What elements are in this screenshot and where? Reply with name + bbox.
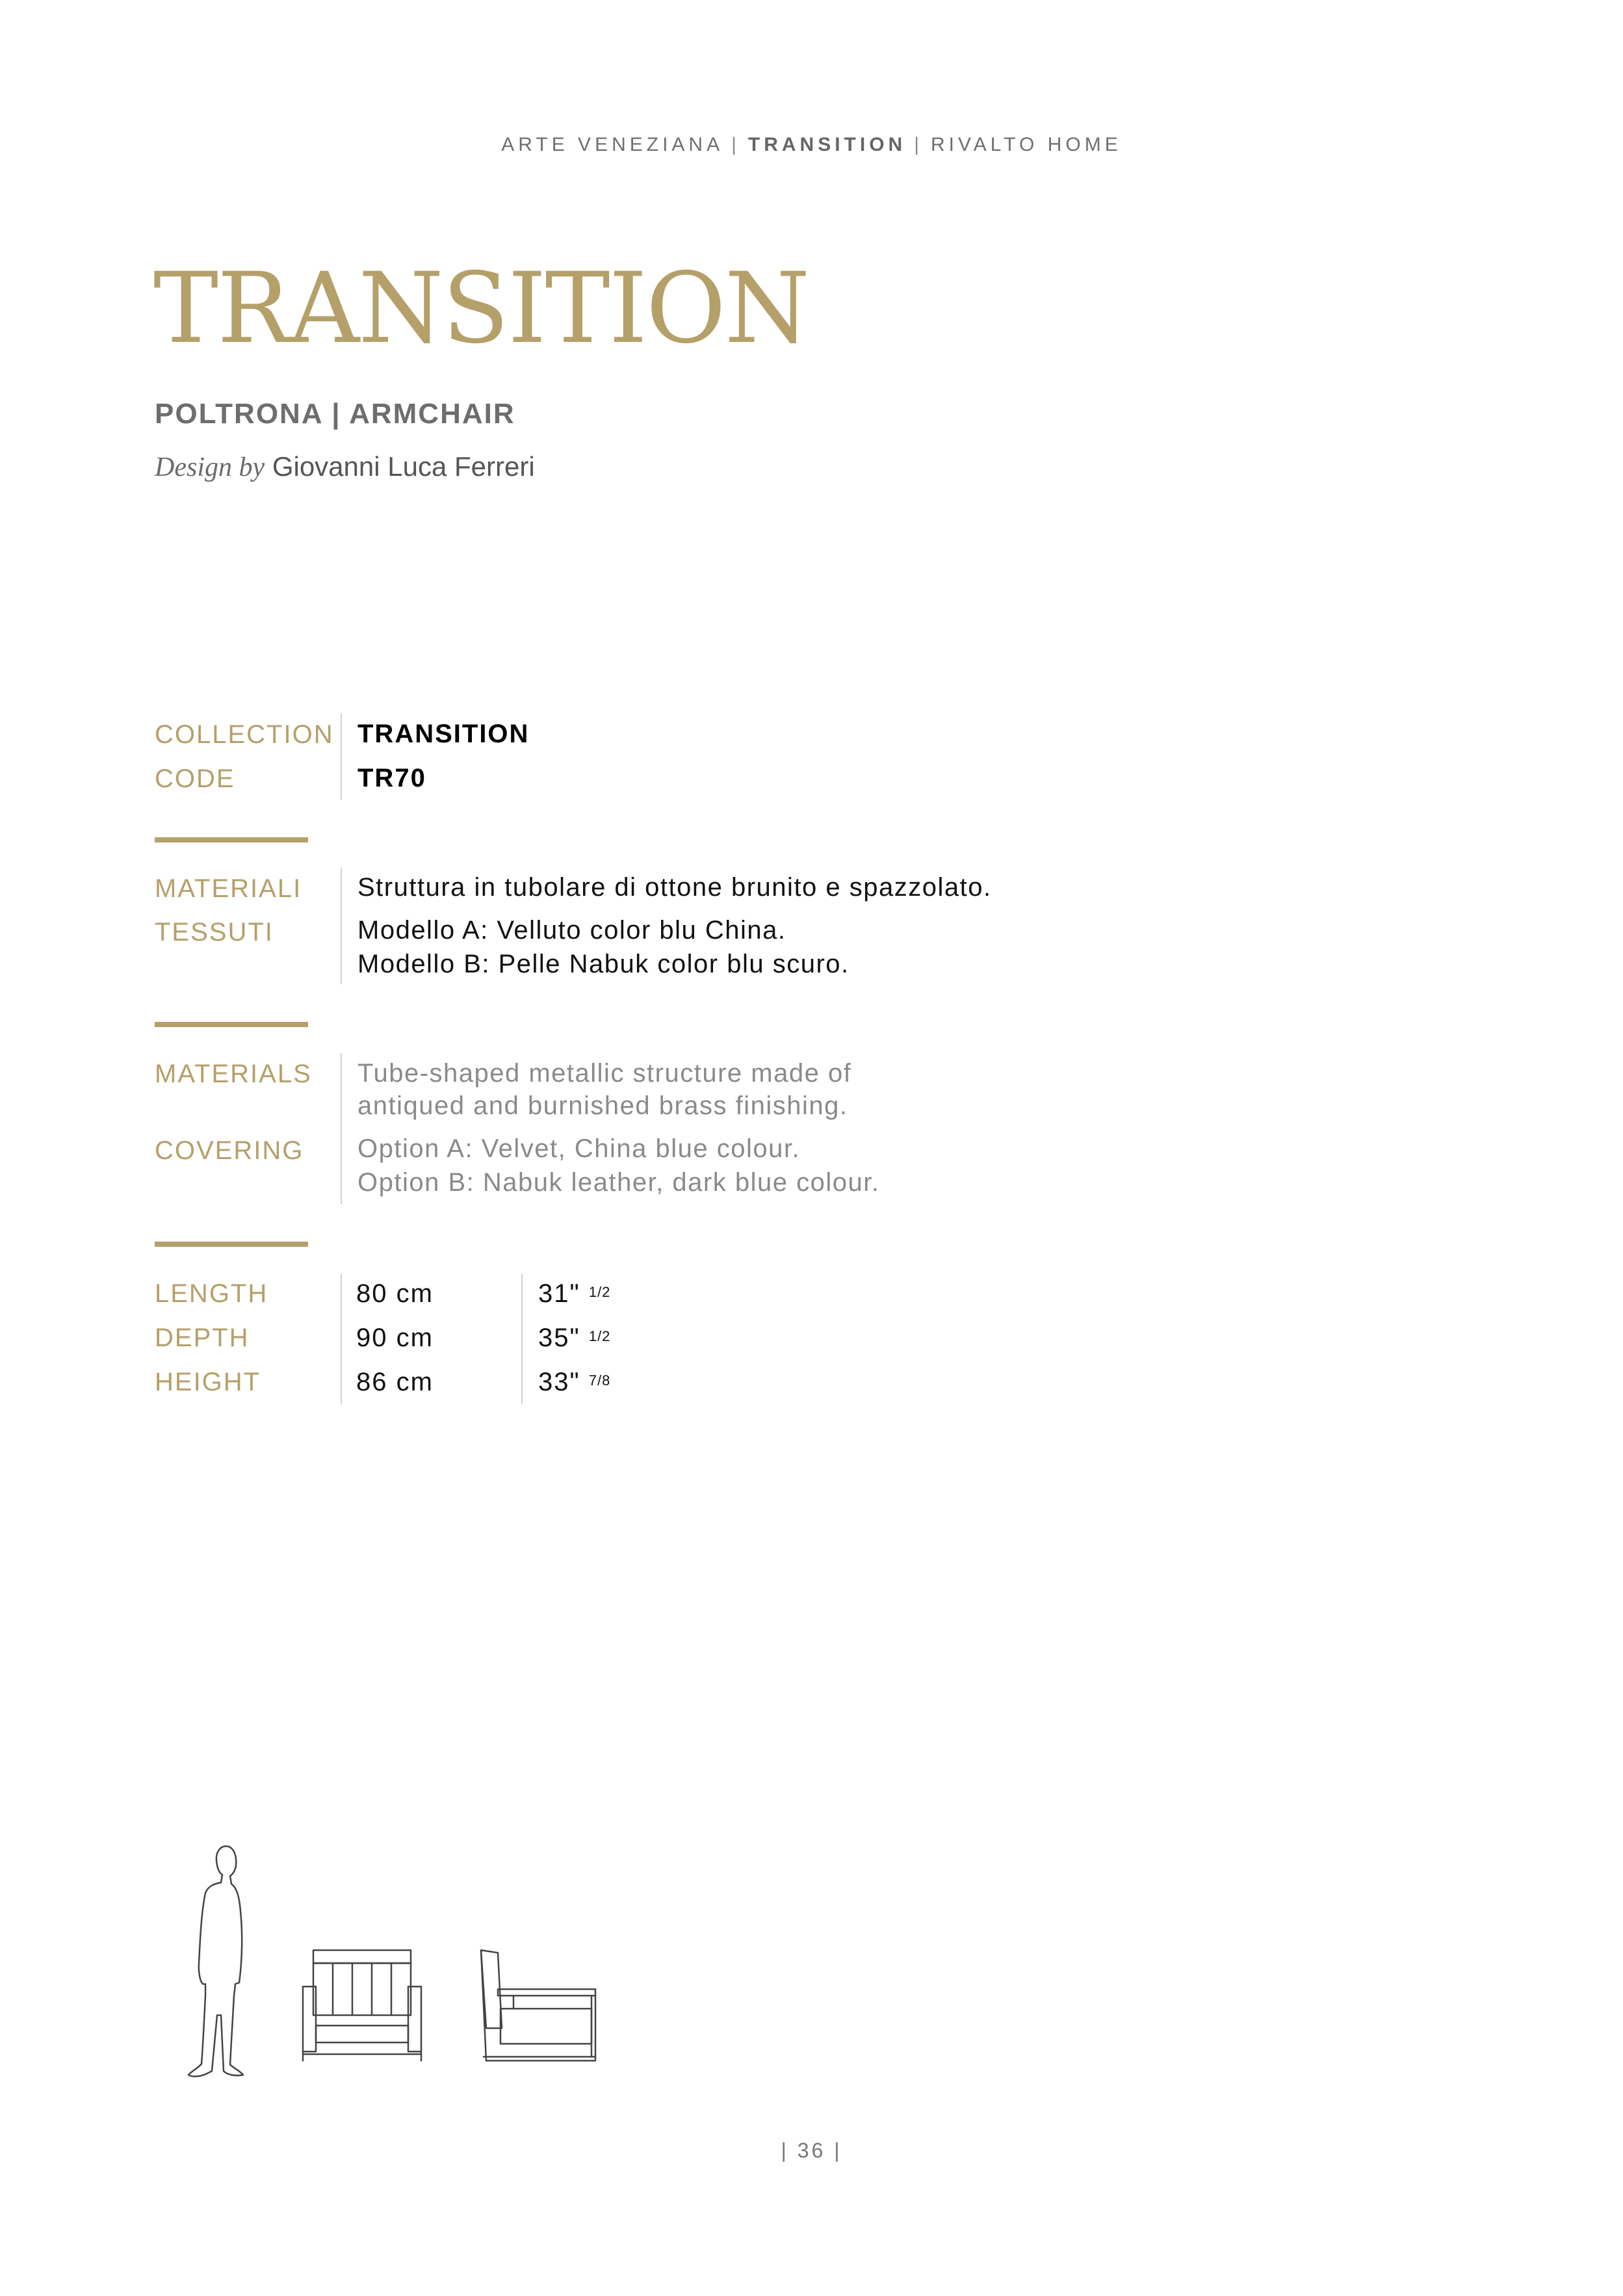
armchair-side-icon [481, 1950, 595, 2061]
materials-label: MATERIALS [155, 1060, 312, 1088]
materiali-value: Struttura in tubolare di ottone brunito e spazzolato. [357, 873, 992, 902]
dimension-imperial [538, 1322, 610, 1357]
dimension-label: LENGTH [155, 1279, 268, 1308]
code-label: CODE [155, 764, 235, 793]
scale-drawing [175, 1833, 617, 2093]
designer-prefix: Design by [155, 452, 265, 482]
imperial-fraction: 7/8 [588, 1372, 611, 1389]
dimension-metric: 80 cm [356, 1279, 434, 1308]
header-left: ARTE VENEZIANA [501, 134, 724, 155]
header-right: RIVALTO HOME [931, 134, 1122, 155]
page-number: | 36 | [781, 2139, 842, 2162]
dimension-metric: 86 cm [356, 1368, 434, 1396]
dimension-label: DEPTH [155, 1324, 250, 1352]
gold-rule [155, 837, 308, 842]
collection-value: TRANSITION [357, 720, 530, 748]
materiali-label: MATERIALI [155, 874, 302, 903]
column-divider [341, 868, 342, 984]
gold-rule [155, 1022, 308, 1027]
column-divider [341, 714, 342, 800]
running-header [0, 134, 1623, 156]
column-divider [341, 1274, 342, 1404]
header-center: TRANSITION [747, 134, 907, 155]
imperial-whole: 33" [538, 1368, 580, 1396]
header-separator: | [731, 134, 740, 155]
product-subtitle: POLTRONA | ARMCHAIR [155, 398, 515, 430]
dimension-metric: 90 cm [356, 1324, 434, 1352]
header-separator: | [914, 134, 924, 155]
armchair-front-icon [303, 1950, 421, 2061]
dimension-imperial [538, 1278, 610, 1313]
human-silhouette-icon [188, 1846, 243, 2076]
materials-line-2: antiqued and burnished brass finishing. [357, 1091, 848, 1120]
covering-label: COVERING [155, 1136, 304, 1165]
tessuti-line-1: Modello A: Velluto color blu China. [357, 916, 786, 945]
column-divider [521, 1274, 523, 1404]
materials-line-1: Tube-shaped metallic structure made of [357, 1059, 852, 1088]
imperial-fraction: 1/2 [588, 1328, 611, 1344]
tessuti-label: TESSUTI [155, 918, 274, 946]
designer-credit [155, 451, 535, 483]
gold-rule [155, 1242, 308, 1247]
dimension-imperial [538, 1366, 610, 1402]
covering-line-2: Option B: Nabuk leather, dark blue colour. [357, 1168, 880, 1197]
column-divider [341, 1053, 342, 1204]
covering-line-1: Option A: Velvet, China blue colour. [357, 1134, 801, 1163]
imperial-fraction: 1/2 [588, 1284, 611, 1300]
collection-label: COLLECTION [155, 720, 334, 749]
imperial-whole: 31" [538, 1279, 580, 1308]
code-value: TR70 [357, 764, 426, 792]
designer-name: Giovanni Luca Ferreri [272, 451, 535, 482]
tessuti-line-2: Modello B: Pelle Nabuk color blu scuro. [357, 950, 850, 978]
dimension-label: HEIGHT [155, 1368, 261, 1396]
imperial-whole: 35" [538, 1324, 580, 1352]
product-title: TRANSITION [153, 252, 809, 365]
